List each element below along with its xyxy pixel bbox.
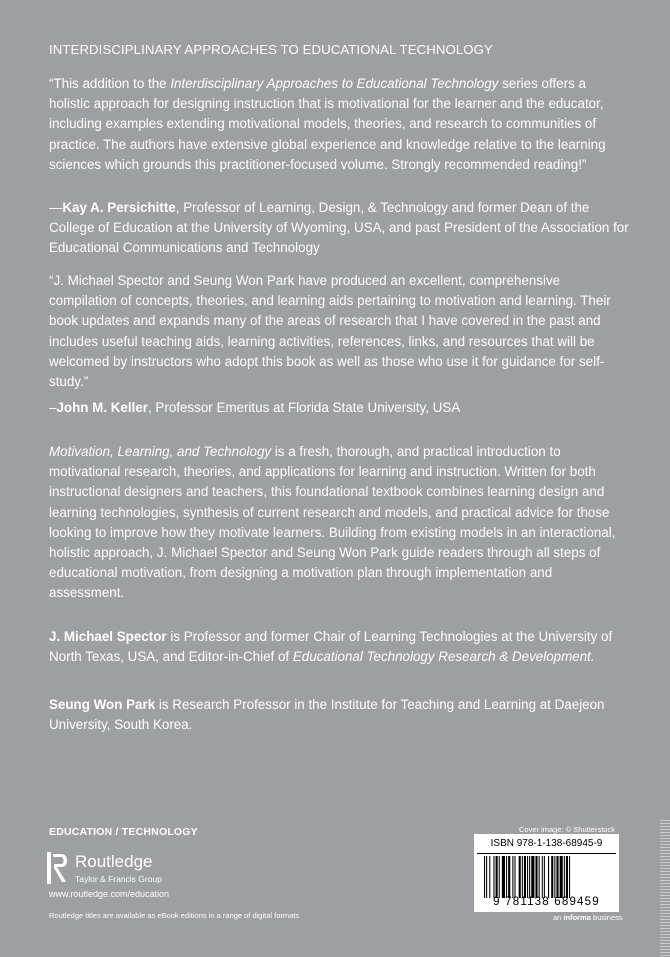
barcode-bar [531,856,534,898]
book-description [49,442,629,604]
subject-category: EDUCATION / TECHNOLOGY [49,826,198,838]
publisher-logo [47,852,217,892]
barcode-bar [524,856,526,898]
barcode-bar [489,856,490,898]
barcode-bar [564,856,565,898]
informa-brand: informa [563,913,591,922]
description-text: is a fresh, thorough, and practical introduction to motivational research, theories, and applications for learning and instruction. Written for both instructional designers and teachers, this foundational textbook combines learning design and learning technologies, synthesis of current research and models, and practical advice for those looking to improve how they motivate learners. Building from existing models in an interactional, holistic approach, J. Michael Spector and Seung Won Park guide readers through all steps of educational motivation, from designing a motivation plan through implementation and assessment. [49,444,616,601]
bio1-name: J. Michael Spector [49,629,167,644]
isbn-rule [477,853,616,854]
informa-tagline [553,913,623,922]
edge-stripe [660,820,670,957]
publisher-url[interactable]: www.routledge.com/education [49,889,170,899]
barcode-bar [508,856,510,898]
routledge-logo-icon [47,852,69,884]
barcode-bar [544,856,545,898]
quote1-post: series offers a holistic approach for designing instruction that is motivational for the learner and the educator, including examples extending motivational models, theories, and research to communities of practice. The authors have extensive global experience and knowledge relative to the learning sciences which grounds this practitioner-focused volume. Strongly recommended reading!” [49,76,606,172]
barcode-bar [486,856,487,898]
publisher-group: Taylor & Francis Group [75,874,162,884]
barcode-bar [566,856,568,898]
quote-keller [49,271,629,392]
barcode-bar [569,856,570,898]
barcode-icon [482,856,612,898]
barcode-bar [512,856,513,898]
barcode-bar [522,856,523,898]
ebook-note: Routledge titles are available as eBook editions in a range of digital formats [49,911,300,920]
barcode-bar [496,856,498,898]
barcode-bar [539,856,540,898]
barcode-bar [502,856,505,898]
attribution-keller [49,398,629,418]
bio1-journal: Educational Technology Research & Development. [292,649,595,665]
barcode-bar [527,856,528,898]
isbn-label: ISBN 978-1-138-68945-9 [490,838,603,849]
quote1-pre: “This addition to the [49,76,171,91]
barcode-bar [529,856,530,898]
barcode-bar [514,856,515,898]
barcode-bar [499,856,500,898]
informa-prefix: an [553,913,564,922]
quote2-text: “J. Michael Spector and Seung Won Park have produced an excellent, comprehensive compilation of concepts, theories, and learning aids pertaining to motivation and learning. Their book updates and expands many of the areas of research that I have covered in the past and includes useful teaching aids, learning activities, references, links, and resources that will be welcomed by instructors who adopt this book as well as those who use it for guidance for self-study.” [49,273,611,390]
barcode-bar [554,856,555,898]
bio1-text: is Professor and former Chair of Learning Technologies at the University of North Texas, USA, and Editor-in-Chief of [49,629,613,665]
ean-digits: 9 781138 689459 [493,896,600,908]
barcode-bar [535,856,537,898]
book-title: Motivation, Learning, and Technology [49,444,272,459]
attribution1-dash: — [49,200,63,215]
quote1-series: Interdisciplinary Approaches to Educational Technology [170,76,499,91]
author-bio-spector [49,627,629,667]
barcode-bar [519,856,521,898]
attribution2-text: , Professor Emeritus at Florida State University, USA [147,400,461,415]
attribution-persichitte [49,198,629,259]
barcode-bar [493,856,494,898]
barcode-bar [551,856,553,898]
author-bio-park [49,695,629,735]
attribution1-name: Kay A. Persichitte [62,200,176,215]
barcode-bar [484,856,485,898]
bio2-text: is Research Professor in the Institute for Teaching and Learning at Daejeon University, South Korea. [49,697,605,733]
barcode-bar [560,856,563,898]
barcode-bar [506,856,507,898]
informa-suffix: business [590,913,623,922]
attribution2-dash: – [49,400,57,415]
bio2-name: Seung Won Park [49,697,156,712]
barcode-bar [548,856,549,898]
attribution1-text: , Professor of Learning, Design, & Technology and former Dean of the College of Education at the University of Wyoming, USA, and past President of the Association for Educational Communications and Technology [49,200,629,256]
quote-persichitte [49,74,629,175]
barcode-bar [542,856,543,898]
publisher-name: Routledge [75,852,153,871]
attribution2-name: John M. Keller [56,400,148,415]
barcode-panel [474,834,619,912]
barcode-bar [556,856,558,898]
cover-credit: Cover image: © Shutterstock [519,825,615,834]
series-title: INTERDISCIPLINARY APPROACHES TO EDUCATIONAL TECHNOLOGY [49,42,493,57]
